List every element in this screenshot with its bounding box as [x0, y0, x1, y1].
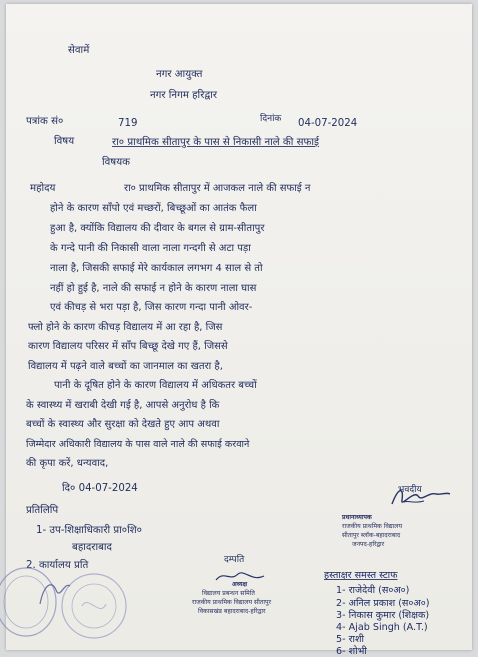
couple-signature-scribble: [34, 574, 74, 614]
body-line: कारण विद्यालय परिसर में साँप बिच्छू देखे गए हैं, जिससे: [28, 341, 228, 352]
date-label: दिनांक: [260, 114, 282, 124]
subject-label: विषय: [54, 136, 75, 147]
body-line: जिम्मेदार अधिकारी विद्यालय के पास वाले नाले की सफाई करवाने: [26, 439, 250, 450]
body-line: रा० प्राथमिक सीतापुर में आजकल नाले की सफाई न: [124, 183, 311, 194]
staff-member: 6- शोभी: [336, 646, 367, 657]
body-line: बच्चों के स्वास्थ्य और सुरक्षा को देखते हुए आप अथवा: [26, 419, 220, 430]
body-line: नहीं हो हुई है, नाले की सफाई न होने के कारण नाला घास: [50, 283, 257, 294]
closing: भवदीय: [398, 485, 422, 495]
body-line: होने के कारण साँपो एवं मच्छरों, बिच्छूओं का आतंक फैला: [50, 203, 257, 214]
body-line: की कृपा करें, धन्यवाद,: [26, 458, 109, 469]
headmaster-stamp-place: सीतापुर ब्लॉक-बहादराबाद: [342, 532, 401, 539]
smc-stamp-line-1: विद्यालय प्रबन्धन समिति: [202, 590, 255, 597]
couple-label: दम्पति: [224, 555, 245, 565]
smc-stamp-line-3: विकासखंड बहादराबाद-हरिद्वार: [198, 608, 266, 615]
copy-heading: प्रतिलिपि: [26, 505, 59, 516]
ref-number: 719: [118, 118, 138, 129]
letter-page: [6, 4, 472, 657]
closing-date: दि० 04-07-2024: [62, 483, 138, 494]
body-line: पानी के दूषित होने के कारण विद्यालय में अधिकतर बच्चों: [54, 380, 257, 391]
date-value: 04-07-2024: [298, 118, 358, 129]
body-line: फ्लो होने के कारण कीचड़ विद्यालय में आ रहा है, जिस: [28, 322, 223, 333]
smc-stamp-title: अध्यक्ष: [232, 581, 248, 588]
copy-item: 2. कार्यालय प्रति: [26, 560, 89, 571]
headmaster-signature: [384, 482, 454, 512]
body-line: के स्वास्थ्य में खराबी देखी गई है, आपसे अनुरोध है कि: [26, 400, 220, 411]
body-line: के गन्दे पानी की निकासी वाला नाला गन्दगी से अटा पड़ा: [50, 243, 251, 254]
salutation-to: सेवामें: [68, 45, 90, 56]
staff-member: 2- अनिल प्रकाश (स०अ०): [336, 598, 430, 609]
staff-heading: हस्ताक्षर समस्त स्टाफ: [324, 570, 398, 581]
ref-label: पत्रांक सं०: [26, 116, 64, 127]
body-line: विद्यालय में पढ़ने वाले बच्चों का जानमाल का खतरा है,: [28, 361, 223, 372]
smc-stamp-line-2: राजकीय प्राथमिक विद्यालय सीतापुर: [192, 599, 271, 606]
body-line: हुआ है, क्योंकि विद्यालय की दीवार के बगल से ग्राम-सीतापुर: [50, 223, 265, 234]
staff-member: 4- Ajab Singh (A.T.): [336, 622, 428, 633]
body-line: नाला है, जिसकी सफाई मेरे कार्यकाल लगभग 4 साल से तो: [50, 263, 263, 274]
staff-member: 3- निकास कुमार (शिक्षक): [336, 610, 430, 621]
headmaster-stamp-school: राजकीय प्राथमिक विद्यालय: [342, 523, 403, 530]
addressee-line-1: नगर आयुक्त: [156, 69, 203, 80]
body-line: एवं कीचड़ से भरा पड़ा है, जिस कारण गन्दा पानी ओवर-: [50, 302, 253, 313]
copy-item: 1- उप-शिक्षाधिकारी प्रा०शि०: [36, 525, 142, 536]
subject-line-2: विषयक: [102, 157, 130, 168]
headmaster-stamp-district: जनपद-हरिद्वार: [352, 541, 385, 548]
headmaster-stamp-title: प्रधानाध्यापक: [342, 514, 372, 521]
staff-member: 1- राजेदेवी (स०अ०): [336, 585, 410, 596]
staff-member: 5- राशी: [336, 634, 365, 645]
subject-line-1: रा० प्राथमिक सीतापुर के पास से निकासी नाले की सफाई: [112, 137, 320, 148]
addressee-line-2: नगर निगम हरिद्वार: [150, 90, 218, 101]
copy-item: बहादराबाद: [72, 542, 112, 553]
greeting: महोदय: [30, 183, 56, 194]
